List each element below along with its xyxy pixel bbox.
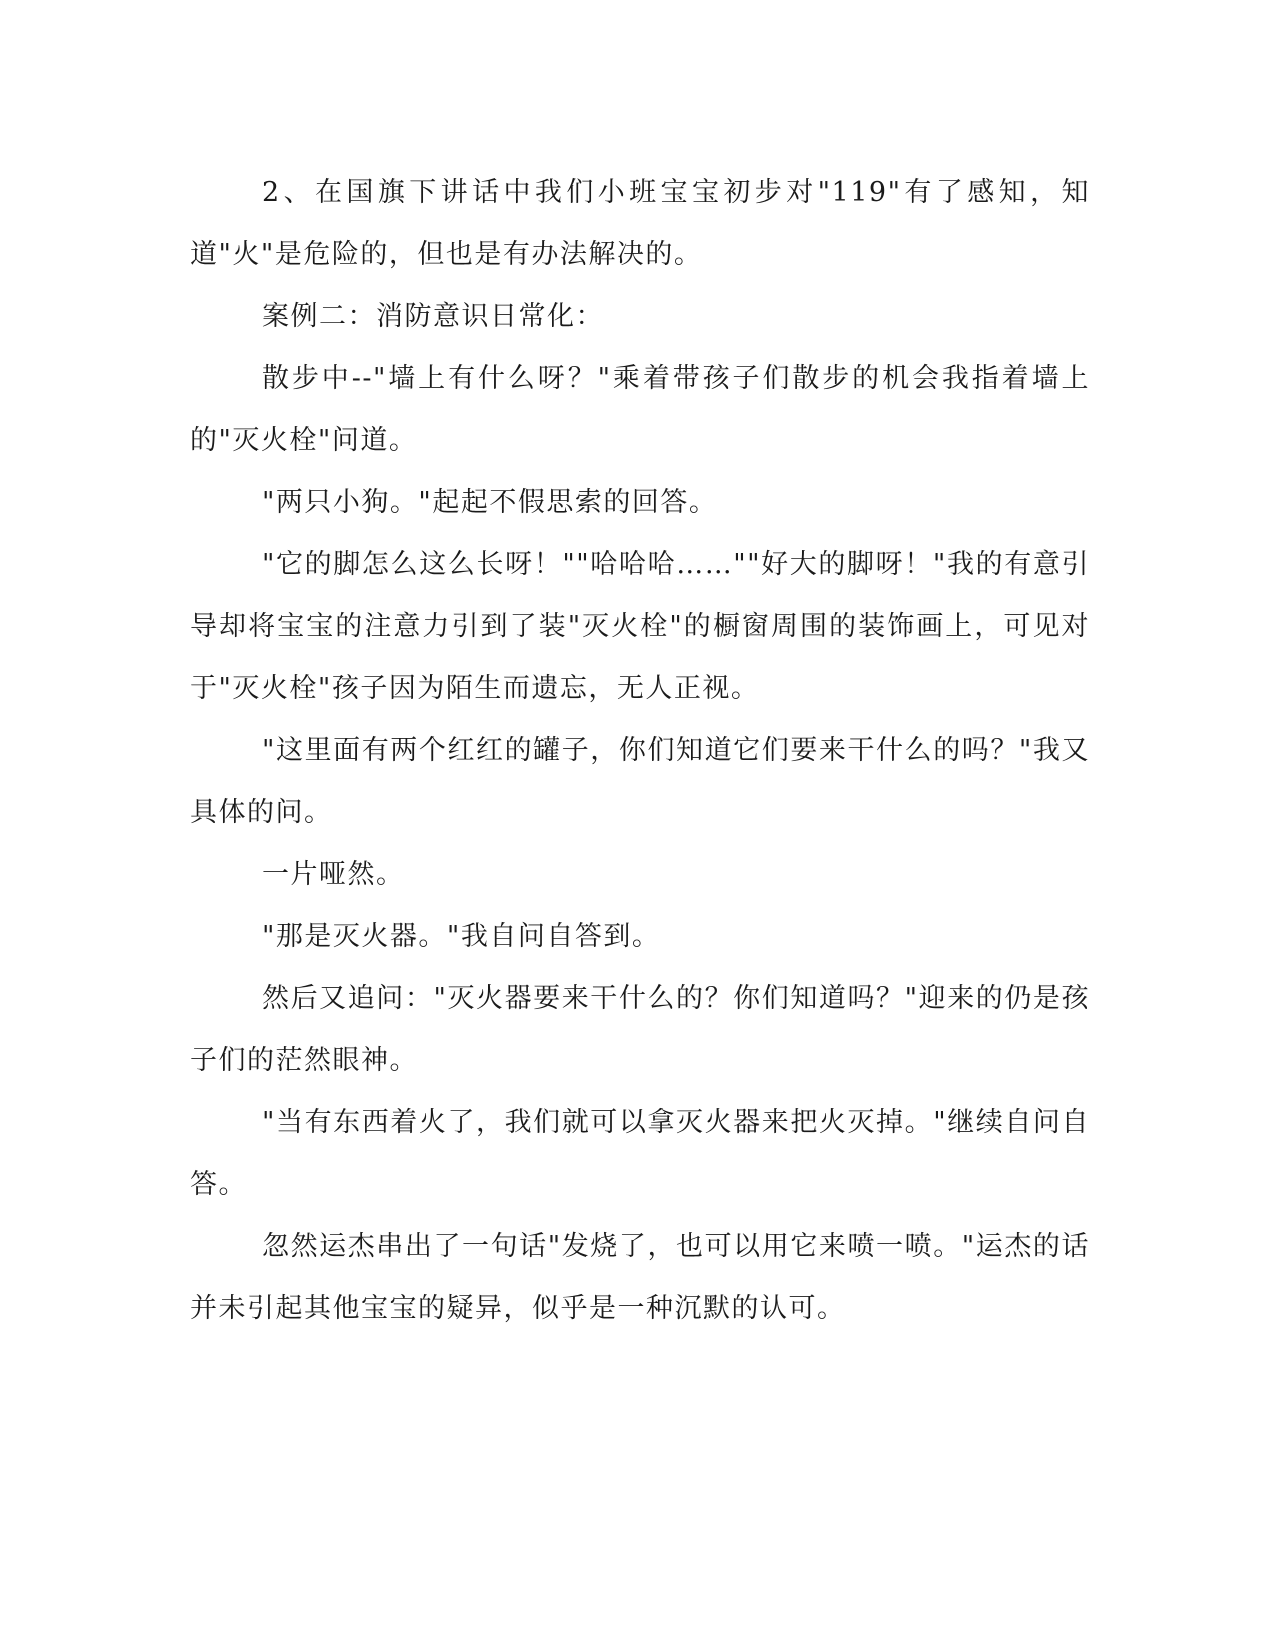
paragraph-9: 然后又追问："灭火器要来干什么的？你们知道吗？"迎来的仍是孩子们的茫然眼神。 xyxy=(190,983,1090,1076)
paragraph-1: 2、在国旗下讲话中我们小班宝宝初步对"119"有了感知，知道"火"是危险的，但也是有办法解决的。 xyxy=(190,177,1090,270)
paragraph-8: "那是灭火器。"我自问自答到。 xyxy=(262,921,661,952)
paragraph-2: 案例二：消防意识日常化： xyxy=(262,301,604,332)
paragraph-7: 一片哑然。 xyxy=(262,859,405,890)
paragraph-6: "这里面有两个红红的罐子，你们知道它们要来干什么的吗？"我又具体的问。 xyxy=(190,735,1090,828)
paragraph-5: "它的脚怎么这么长呀！""哈哈哈……""好大的脚呀！"我的有意引导却将宝宝的注意力引到了装"灭火栓"的橱窗周围的装饰画上，可见对于"灭火栓"孩子因为陌生而遗忘，无人正视。 xyxy=(190,549,1090,704)
paragraph-3: 散步中--"墙上有什么呀？"乘着带孩子们散步的机会我指着墙上的"灭火栓"问道。 xyxy=(190,363,1090,456)
paragraph-10: "当有东西着火了，我们就可以拿灭火器来把火灭掉。"继续自问自答。 xyxy=(190,1107,1090,1200)
paragraph-4: "两只小狗。"起起不假思索的回答。 xyxy=(262,487,718,518)
paragraph-11: 忽然运杰串出了一句话"发烧了，也可以用它来喷一喷。"运杰的话并未引起其他宝宝的疑异，似乎是一种沉默的认可。 xyxy=(190,1231,1090,1324)
document-body xyxy=(190,162,1090,1340)
